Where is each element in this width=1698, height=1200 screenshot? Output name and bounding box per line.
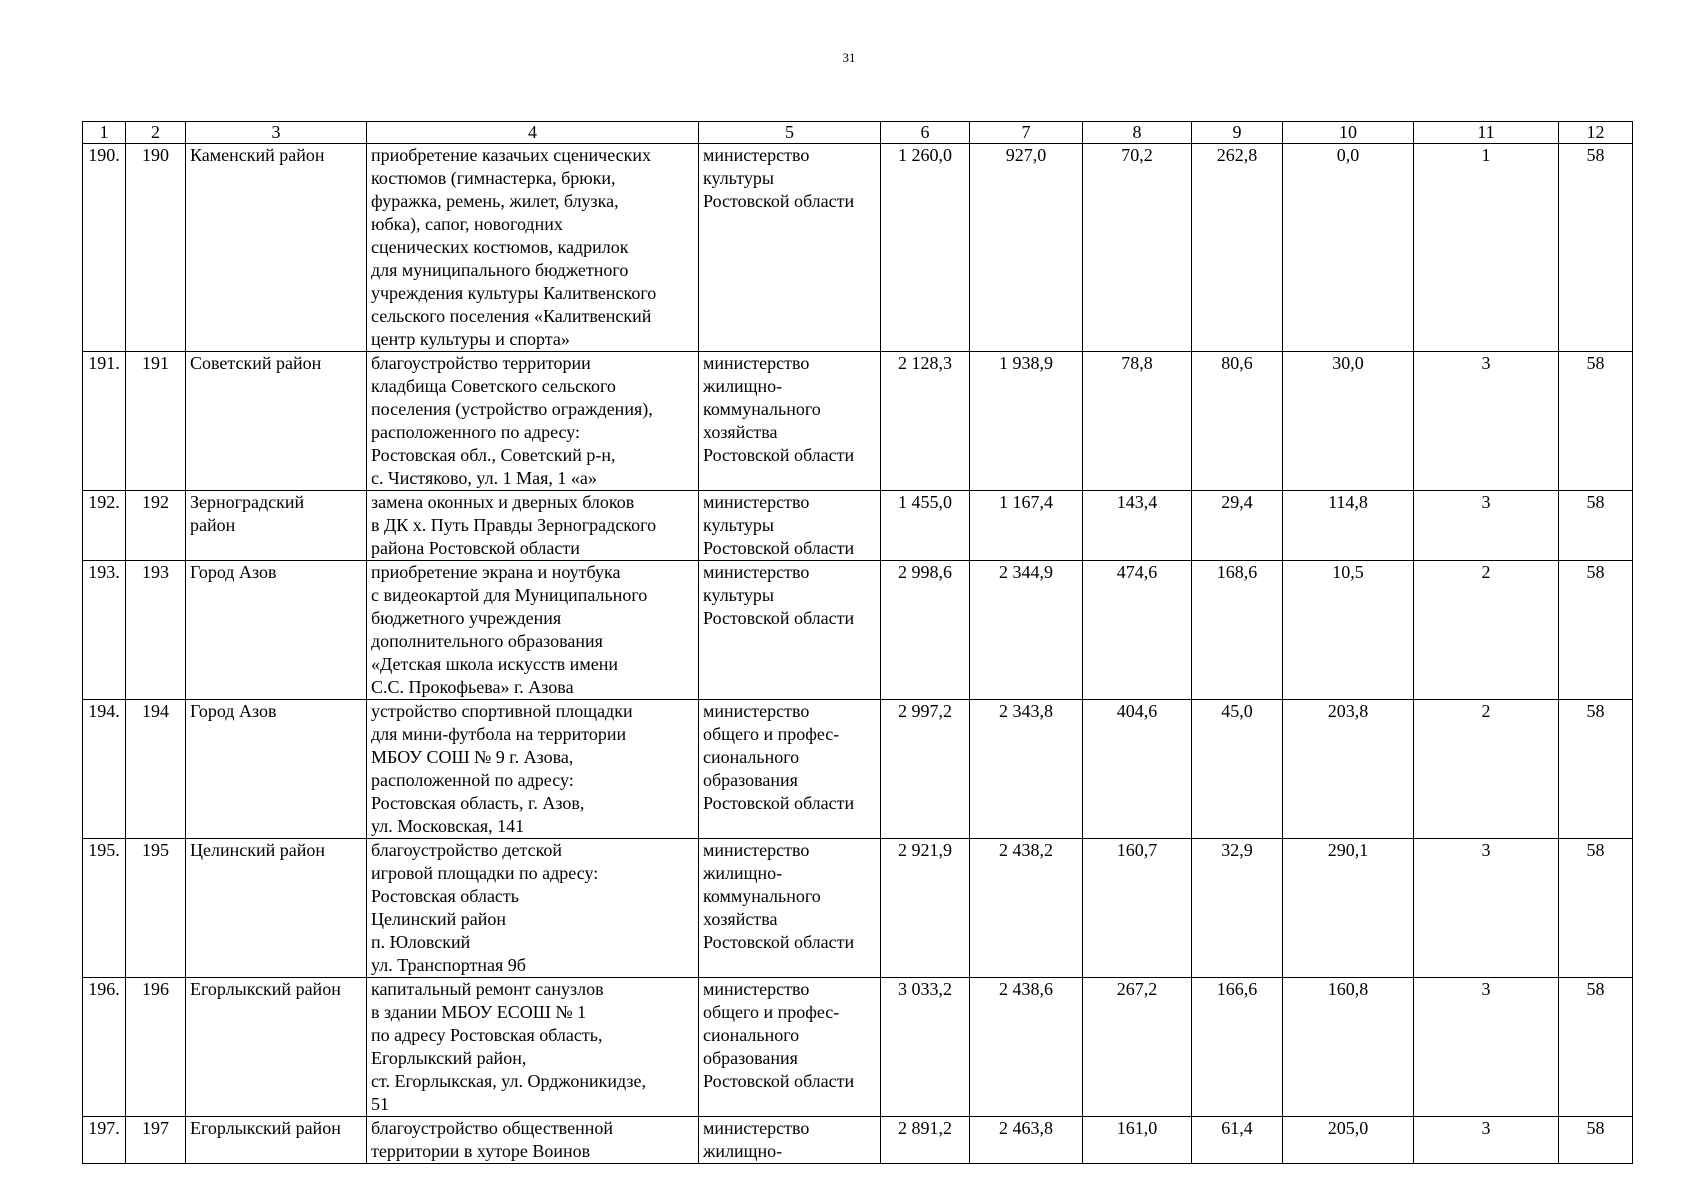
value-cell: 290,1	[1283, 839, 1414, 978]
value-cell: 2 921,9	[881, 839, 970, 978]
value-cell: 58	[1559, 561, 1633, 700]
column-header: 6	[881, 122, 970, 144]
value-cell: 3	[1414, 978, 1559, 1117]
value-cell: 160,7	[1083, 839, 1192, 978]
row-index: 192.	[83, 491, 126, 561]
value-cell: 2 891,2	[881, 1117, 970, 1164]
description-cell: капитальный ремонт санузлов в здании МБОУ ЕСОШ № 1 по адресу Ростовская область, Егорлыкский район, ст. Егорлыкская, ул. Орджоникидзе, 51	[367, 978, 699, 1117]
value-cell: 160,8	[1283, 978, 1414, 1117]
value-cell: 2 998,6	[881, 561, 970, 700]
value-cell: 1	[1414, 144, 1559, 352]
value-cell: 61,4	[1192, 1117, 1283, 1164]
row-number: 192	[126, 491, 186, 561]
value-cell: 2 343,8	[970, 700, 1083, 839]
description-cell: благоустройство общественной территории в хуторе Воинов	[367, 1117, 699, 1164]
value-cell: 58	[1559, 978, 1633, 1117]
municipality-cell: Город Азов	[186, 561, 367, 700]
municipality-cell: Город Азов	[186, 700, 367, 839]
ministry-cell: министерство культуры Ростовской области	[699, 561, 881, 700]
ministry-cell: министерство общего и профес- сионального образования Ростовской области	[699, 700, 881, 839]
row-index: 193.	[83, 561, 126, 700]
value-cell: 143,4	[1083, 491, 1192, 561]
column-header: 8	[1083, 122, 1192, 144]
ministry-cell: министерство жилищно- коммунального хозяйства Ростовской области	[699, 839, 881, 978]
value-cell: 168,6	[1192, 561, 1283, 700]
municipality-cell: Советский район	[186, 352, 367, 491]
value-cell: 3	[1414, 839, 1559, 978]
value-cell: 474,6	[1083, 561, 1192, 700]
ministry-cell: министерство культуры Ростовской области	[699, 144, 881, 352]
column-header: 11	[1414, 122, 1559, 144]
value-cell: 0,0	[1283, 144, 1414, 352]
value-cell: 166,6	[1192, 978, 1283, 1117]
row-number: 190	[126, 144, 186, 352]
municipality-cell: Егорлыкский район	[186, 1117, 367, 1164]
table-row	[83, 978, 1633, 1117]
row-number: 191	[126, 352, 186, 491]
ministry-cell: министерство культуры Ростовской области	[699, 491, 881, 561]
description-cell: благоустройство территории кладбища Советского сельского поселения (устройство ограждения), расположенного по адресу: Ростовская обл., Советский р-н, с. Чистяково, ул. 1 Мая, 1 «а»	[367, 352, 699, 491]
data-table	[82, 121, 1633, 1164]
table-row	[83, 700, 1633, 839]
value-cell: 58	[1559, 839, 1633, 978]
value-cell: 262,8	[1192, 144, 1283, 352]
ministry-cell: министерство жилищно- коммунального хозяйства Ростовской области	[699, 352, 881, 491]
table-row	[83, 839, 1633, 978]
column-header: 5	[699, 122, 881, 144]
row-index: 191.	[83, 352, 126, 491]
column-header: 3	[186, 122, 367, 144]
value-cell: 3	[1414, 1117, 1559, 1164]
value-cell: 1 938,9	[970, 352, 1083, 491]
value-cell: 3	[1414, 491, 1559, 561]
value-cell: 58	[1559, 700, 1633, 839]
value-cell: 267,2	[1083, 978, 1192, 1117]
value-cell: 58	[1559, 491, 1633, 561]
description-cell: благоустройство детской игровой площадки по адресу: Ростовская область Целинский район п. Юловский ул. Транспортная 9б	[367, 839, 699, 978]
value-cell: 45,0	[1192, 700, 1283, 839]
value-cell: 3	[1414, 352, 1559, 491]
value-cell: 2 997,2	[881, 700, 970, 839]
municipality-cell: Егорлыкский район	[186, 978, 367, 1117]
value-cell: 58	[1559, 1117, 1633, 1164]
value-cell: 161,0	[1083, 1117, 1192, 1164]
column-header: 12	[1559, 122, 1633, 144]
municipality-cell: Каменский район	[186, 144, 367, 352]
value-cell: 2 438,6	[970, 978, 1083, 1117]
value-cell: 10,5	[1283, 561, 1414, 700]
row-index: 194.	[83, 700, 126, 839]
description-cell: замена оконных и дверных блоков в ДК х. Путь Правды Зерноградского района Ростовской области	[367, 491, 699, 561]
table-row	[83, 144, 1633, 352]
ministry-cell: министерство общего и профес- сионального образования Ростовской области	[699, 978, 881, 1117]
row-index: 196.	[83, 978, 126, 1117]
value-cell: 2 128,3	[881, 352, 970, 491]
description-cell: приобретение экрана и ноутбука с видеокартой для Муниципального бюджетного учреждения дополнительного образования «Детская школа искусств имени С.С. Прокофьева» г. Азова	[367, 561, 699, 700]
value-cell: 114,8	[1283, 491, 1414, 561]
row-number: 193	[126, 561, 186, 700]
table-row	[83, 561, 1633, 700]
value-cell: 70,2	[1083, 144, 1192, 352]
column-header: 1	[83, 122, 126, 144]
table-row	[83, 491, 1633, 561]
value-cell: 2 344,9	[970, 561, 1083, 700]
value-cell: 205,0	[1283, 1117, 1414, 1164]
row-number: 196	[126, 978, 186, 1117]
value-cell: 78,8	[1083, 352, 1192, 491]
value-cell: 203,8	[1283, 700, 1414, 839]
value-cell: 2	[1414, 700, 1559, 839]
value-cell: 1 455,0	[881, 491, 970, 561]
row-index: 195.	[83, 839, 126, 978]
value-cell: 2 463,8	[970, 1117, 1083, 1164]
value-cell: 2 438,2	[970, 839, 1083, 978]
value-cell: 1 167,4	[970, 491, 1083, 561]
column-header: 10	[1283, 122, 1414, 144]
value-cell: 58	[1559, 144, 1633, 352]
ministry-cell: министерство жилищно-	[699, 1117, 881, 1164]
column-header: 9	[1192, 122, 1283, 144]
row-index: 190.	[83, 144, 126, 352]
column-header: 7	[970, 122, 1083, 144]
table-header-row	[83, 122, 1633, 144]
value-cell: 927,0	[970, 144, 1083, 352]
row-index: 197.	[83, 1117, 126, 1164]
table-row	[83, 352, 1633, 491]
table-row	[83, 1117, 1633, 1164]
value-cell: 29,4	[1192, 491, 1283, 561]
value-cell: 1 260,0	[881, 144, 970, 352]
value-cell: 58	[1559, 352, 1633, 491]
value-cell: 2	[1414, 561, 1559, 700]
row-number: 195	[126, 839, 186, 978]
row-number: 197	[126, 1117, 186, 1164]
value-cell: 80,6	[1192, 352, 1283, 491]
value-cell: 30,0	[1283, 352, 1414, 491]
value-cell: 404,6	[1083, 700, 1192, 839]
value-cell: 3 033,2	[881, 978, 970, 1117]
row-number: 194	[126, 700, 186, 839]
municipality-cell: Зерноградский район	[186, 491, 367, 561]
page-number: 31	[842, 50, 856, 65]
description-cell: устройство спортивной площадки для мини-футбола на территории МБОУ СОШ № 9 г. Азова, расположенной по адресу: Ростовская область, г. Азов, ул. Московская, 141	[367, 700, 699, 839]
column-header: 4	[367, 122, 699, 144]
municipality-cell: Целинский район	[186, 839, 367, 978]
column-header: 2	[126, 122, 186, 144]
description-cell: приобретение казачьих сценических костюмов (гимнастерка, брюки, фуражка, ремень, жилет, блузка, юбка), сапог, новогодних сценических костюмов, кадрилок для муниципального бюджетного учреждения культуры Калитвенского сельского поселения «Калитвенский центр культуры и спорта»	[367, 144, 699, 352]
value-cell: 32,9	[1192, 839, 1283, 978]
